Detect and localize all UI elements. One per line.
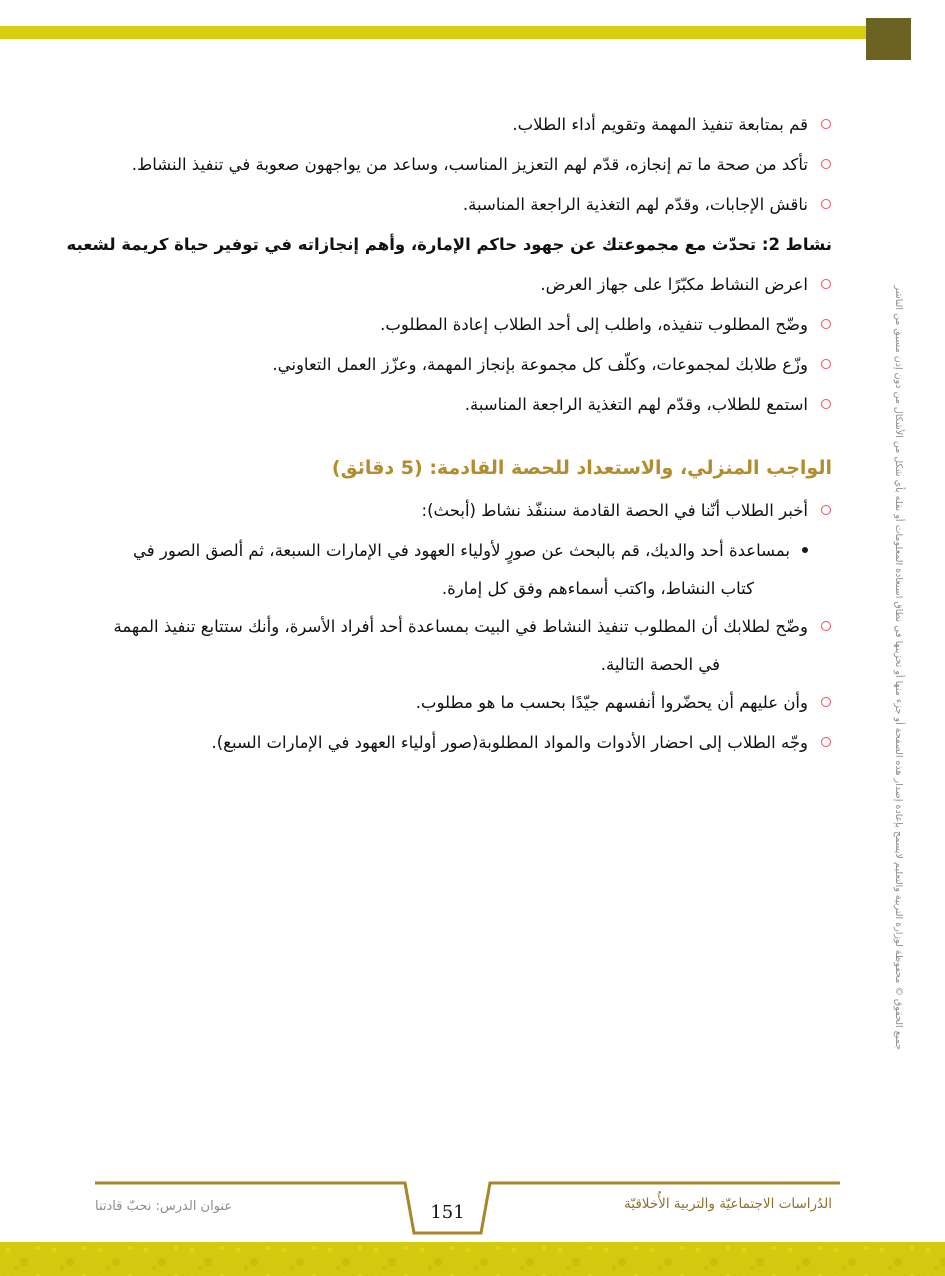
activity-2-heading: نشاط 2: تحدّث مع مجموعتك عن جهود حاكم الإمارة، وأهم إنجازاته في توفير حياة كريمة لشعبه <box>66 234 832 254</box>
page-content <box>66 104 832 762</box>
ring-bullet-icon <box>821 319 831 329</box>
bullet-item <box>95 184 832 224</box>
top-yellow-stripe <box>0 26 866 39</box>
ring-bullet-icon <box>821 159 831 169</box>
dot-bullet-icon <box>802 547 808 553</box>
bullet-text: وأن عليهم أن يحضّروا أنفسهم جيّدًا بحسب ما هو مطلوب. <box>415 692 808 712</box>
ring-bullet-icon <box>821 505 831 515</box>
sub-bullet-item <box>95 530 832 570</box>
bullet-text: قم بمتابعة تنفيذ المهمة وتقويم أداء الطلاب. <box>512 114 808 134</box>
bullet-text: بمساعدة أحد والديك، قم بالبحث عن صورٍ لأولياء العهود في الإمارات السبعة، ثم ألصق الصور في <box>132 540 790 560</box>
bullet-item <box>95 264 832 304</box>
ring-bullet-icon <box>821 697 831 707</box>
bullet-text-continuation: في الحصة التالية. <box>600 654 720 674</box>
bullet-text-continuation: كتاب النشاط، واكتب أسماءهم وفق كل إمارة. <box>441 578 754 598</box>
bullet-item <box>95 304 832 344</box>
bullet-text: ناقش الإجابات، وقدّم لهم التغذية الراجعة المناسبة. <box>462 194 808 214</box>
top-olive-square <box>866 18 911 60</box>
bullet-item <box>95 722 832 762</box>
footer-lesson-title: عنوان الدرس: نحبّ قادتنا <box>95 1199 233 1214</box>
ring-bullet-icon <box>821 621 831 631</box>
bullet-item <box>95 344 832 384</box>
ring-bullet-icon <box>821 279 831 289</box>
bullet-text: اعرض النشاط مكبّرًا على جهاز العرض. <box>540 274 808 294</box>
bullet-text: استمع للطلاب، وقدّم لهم التغذية الراجعة المناسبة. <box>464 394 808 414</box>
copyright-vertical-text: جميع الحقوق © محفوظة لوزارة التربية والتعليم لايسمح بإعادة إصدار هذه الصفحة أو جزء منها أو تخزينها في نطاق استعادة المعلومات أو نقله بأي شكل من الأشكال من دون إذن مسبق من الناشر <box>893 285 904 1050</box>
bullet-item <box>95 384 832 424</box>
bullet-text: وضّح لطلابك أن المطلوب تنفيذ النشاط في البيت بمساعدة أحد أفراد الأسرة، وأنك ستتابع تنفيذ المهمة <box>113 616 808 636</box>
bullet-item <box>95 606 832 646</box>
bullet-text: وجّه الطلاب إلى احضار الأدوات والمواد المطلوبة(صور أولياء العهود في الإمارات السبع). <box>211 732 808 752</box>
bullet-text: أخبر الطلاب أنّنا في الحصة القادمة سننفّذ نشاط (أبحث): <box>421 500 808 520</box>
bullet-text: تأكد من صحة ما تم إنجازه، قدّم لهم التعزيز المناسب، وساعد من يواجهون صعوبة في تنفيذ النشاط. <box>131 154 808 174</box>
ring-bullet-icon <box>821 399 831 409</box>
bullet-item <box>95 104 832 144</box>
bullet-text: وضّح المطلوب تنفيذه، واطلب إلى أحد الطلاب إعادة المطلوب. <box>380 314 808 334</box>
ring-bullet-icon <box>821 737 831 747</box>
bottom-pattern-band <box>0 1242 945 1276</box>
page-number: 151 <box>430 1202 465 1223</box>
ring-bullet-icon <box>821 119 831 129</box>
ring-bullet-icon <box>821 199 831 209</box>
bullet-text: وزّع طلابك لمجموعات، وكلّف كل مجموعة بإنجاز المهمة، وعزّز العمل التعاوني. <box>272 354 808 374</box>
bullet-item <box>95 490 832 530</box>
footer-subject-title: الدُراسات الاجتماعيّة والتربية الأُخلاقيّة <box>624 1196 832 1212</box>
homework-section-heading: الواجب المنزلي، والاستعداد للحصة القادمة: (5 دقائق) <box>331 457 832 479</box>
bullet-item <box>95 682 832 722</box>
ring-bullet-icon <box>821 359 831 369</box>
bullet-item <box>95 144 832 184</box>
